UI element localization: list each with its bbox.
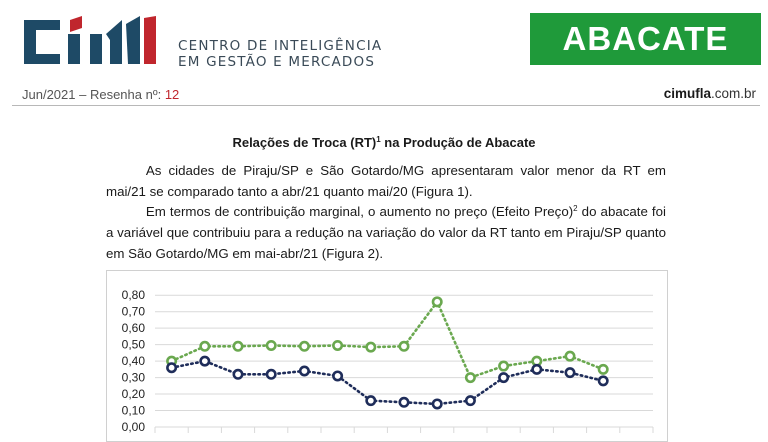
series-1-point bbox=[367, 343, 375, 351]
series-1-point bbox=[599, 365, 607, 373]
series-1-point bbox=[201, 342, 209, 350]
organization-name bbox=[178, 38, 382, 70]
series-2-point bbox=[599, 377, 607, 385]
y-tick-label: 0,10 bbox=[121, 403, 145, 418]
paragraph-2-text-a: Em termos de contribuição marginal, o aumento no preço (Efeito Preço) bbox=[145, 204, 574, 219]
series-2-point bbox=[400, 398, 408, 406]
series-1-point bbox=[234, 342, 242, 350]
site-link[interactable] bbox=[664, 86, 756, 101]
paragraph-1-text: As cidades de Piraju/SP e São Gotardo/MG apresentaram valor menor da RT em mai/21 se comparado tanto a abr/21 quanto mai/20 (Figura 1). bbox=[106, 163, 666, 199]
y-tick-label: 0,40 bbox=[121, 354, 145, 369]
series-1-point bbox=[566, 352, 574, 360]
y-tick-label: 0,70 bbox=[121, 304, 145, 319]
series-1-point bbox=[400, 342, 408, 350]
organization-name-line1: CENTRO DE INTELIGÊNCIA bbox=[178, 38, 383, 54]
series-2-point bbox=[201, 357, 209, 365]
series-1-point bbox=[466, 373, 474, 381]
paragraph-1 bbox=[106, 160, 666, 202]
document-title-text: Relações de Troca (RT) bbox=[232, 135, 377, 150]
edition-number: 12 bbox=[164, 87, 180, 102]
edition-label bbox=[22, 87, 179, 102]
edition-bar bbox=[0, 81, 768, 107]
organization-name-line2: EM GESTÃO E MERCADOS bbox=[178, 54, 376, 70]
footnote-ref-1: 1 bbox=[376, 135, 381, 144]
document-title bbox=[0, 135, 768, 150]
edition-text: Jun/2021 – Resenha nº: bbox=[22, 87, 162, 102]
footnote-ref-2: 2 bbox=[573, 204, 578, 213]
header bbox=[0, 0, 768, 80]
paragraph-2 bbox=[106, 201, 666, 264]
paragraph-2-text-b: do abacate foi a variável que contribuiu para a redução na variação do valor da RT tanto em Piraju/SP quanto em São Gotardo/MG em mai-abr/21 (Figura 2). bbox=[106, 204, 666, 261]
site-domain[interactable]: .com.br bbox=[710, 86, 756, 101]
product-badge: ABACATE bbox=[530, 13, 761, 65]
series-1-point bbox=[333, 341, 341, 349]
figure-chart bbox=[106, 270, 668, 442]
y-tick-label: 0,50 bbox=[121, 337, 145, 352]
cim-logo-icon bbox=[22, 16, 162, 68]
y-tick-label: 0,80 bbox=[121, 288, 145, 303]
series-2-point bbox=[333, 372, 341, 380]
y-tick-label: 0,30 bbox=[121, 370, 145, 385]
series-2-point bbox=[466, 396, 474, 404]
line-chart bbox=[107, 271, 667, 441]
document-title-rest: na Produção de Abacate bbox=[380, 135, 536, 150]
series-2-point bbox=[533, 365, 541, 373]
series-1-point bbox=[433, 298, 441, 306]
series-2-point bbox=[234, 370, 242, 378]
series-2-point bbox=[433, 400, 441, 408]
series-2-point bbox=[167, 364, 175, 372]
series-1-point bbox=[267, 341, 275, 349]
divider bbox=[12, 105, 760, 106]
series-1-point bbox=[499, 362, 507, 370]
series-2-point bbox=[566, 368, 574, 376]
series-2-point bbox=[267, 370, 275, 378]
y-tick-label: 0,20 bbox=[121, 387, 145, 402]
y-tick-label: 0,60 bbox=[121, 321, 145, 336]
y-tick-label: 0,00 bbox=[121, 420, 145, 434]
site-name[interactable]: cimufla bbox=[663, 86, 711, 101]
series-1-point bbox=[300, 342, 308, 350]
series-2-point bbox=[367, 396, 375, 404]
series-2-point bbox=[300, 367, 308, 375]
series-2-point bbox=[499, 373, 507, 381]
